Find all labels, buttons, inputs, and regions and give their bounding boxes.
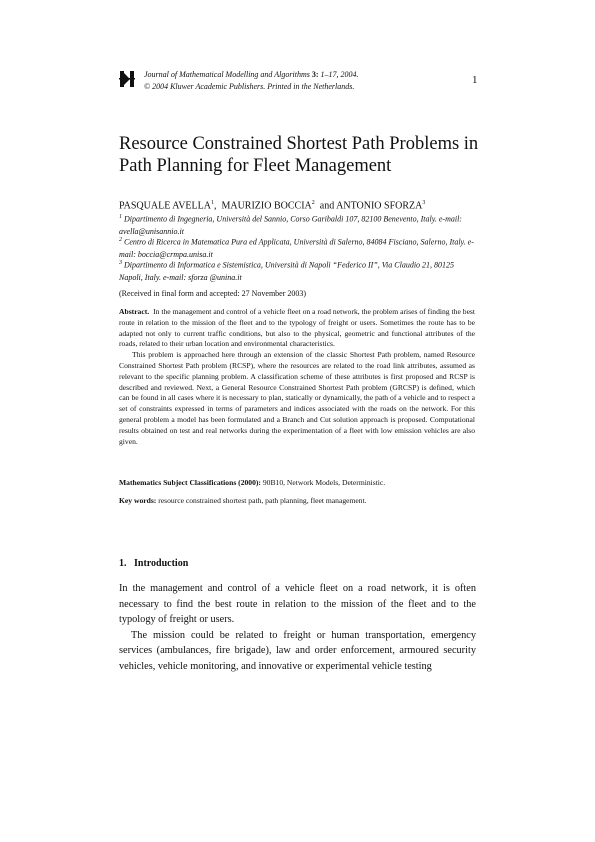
affiliation-mark: 3 [119,260,122,266]
keywords-label: Key words: [119,496,157,505]
body-paragraph: The mission could be related to freight or human transportation, emergency services (ambulances, fire brigade), law and order enforcement, armoured security vehicles, vehicle monitoring, and innovative or experimental vehicle testing [119,629,476,672]
section-title: Introduction [134,558,189,569]
msc-label: Mathematics Subject Classifications (2000): [119,478,261,487]
affiliation-mark: 1 [119,214,122,220]
body-paragraph: In the management and control of a vehicle fleet on a road network, it is often necessary to find the best route in relation to the mission of the fleet and to the typology of freight or users. [119,583,476,626]
abstract-paragraph: This problem is approached here through an extension of the classic Shortest Path problem, named Resource Constrained Shortest Path problem (RCSP), where the resources are related to the road link attributes, assumed as relevant to the specific planning problem. A classification scheme of these attributes is first proposed and RCSP is described and reviewed. Next, a General Resource Constrained Shortest Path problem (GRCSP) is defined, which can be found in all cases where it is necessary to plan, statically or dynamically, the path of a vehicle and to respect a set of constraints expressed in terms of parameters and indices associated with the roads on the network. For this general problem a model has been formulated and a Branch and Cut solution approach is proposed. Computational results obtained on test and real networks during the experimentation of a fleet with low emission vehicles are also given. [119,350,475,446]
affiliation [119,257,479,284]
section-heading [119,558,188,569]
title-line-2: Path Planning for Fleet Management [119,156,392,176]
copyright-line: © 2004 Kluwer Academic Publishers. Printed in the Netherlands. [144,82,355,91]
journal-header [144,69,359,93]
author-mark: 1 [210,200,214,206]
author-mark: 2 [311,200,315,206]
section-number: 1. [119,558,127,569]
journal-volume: 3: [311,70,319,79]
received-date: (Received in final form and accepted: 27 November 2003) [119,289,307,298]
body-text [119,581,476,675]
publisher-logo-icon [119,70,135,88]
abstract-paragraph [119,307,475,350]
abstract-label: Abstract. [119,307,150,316]
keywords-value: resource constrained shortest path, path planning, fleet management. [158,496,367,505]
author-name: MAURIZIO BOCCIA [221,200,312,212]
author-separator: , [213,200,217,212]
abstract-text: In the management and control of a vehicle fleet on a road network, the problem arises of finding the best route in relation to the mission of the fleet and to the typology of freight or users. Sometimes the route has to be adapted not only to current traffic conditions, but also to the physical, geometric and functional attributes of the roads, related to their urban location and environmental characteristics. [119,307,476,349]
journal-citation [144,69,359,81]
affiliation-text: Dipartimento di Ingegneria, Università del Sannio, Corso Garibaldi 107, 82100 Benevento, Italy. e-mail: avella@unisannio.it [119,214,462,236]
affiliation-text: Dipartimento di Informatica e Sistemistica, Università di Napoli “Federico II”, Via Claudio 21, 80125 Napoli, Italy. e-mail: sforza @unina.it [119,260,455,282]
page-number: 1 [472,74,478,86]
affiliation-text: Centro di Ricerca in Matematica Pura ed Applicata, Università di Salerno, 84084 Fisciano, Salerno, Italy. e-mail: boccia@crmpa.unisa.it [119,237,474,259]
title-line-1: Resource Constrained Shortest Path Problems in [119,134,479,154]
author-mark: 3 [422,200,426,206]
author-list [119,200,425,211]
journal-name: Journal of Mathematical Modelling and Algorithms [144,70,310,79]
author-conjunction: and [319,200,335,212]
author-name: PASQUALE AVELLA [119,200,211,212]
journal-pages-year: 1–17, 2004. [320,70,359,79]
author-name: ANTONIO SFORZA [336,200,423,212]
msc-value: 90B10, Network Models, Deterministic. [262,478,386,487]
keywords [119,496,367,505]
paper-title [119,133,499,177]
affiliation-mark: 2 [119,237,122,243]
subject-classification [119,478,385,487]
abstract [119,307,475,447]
